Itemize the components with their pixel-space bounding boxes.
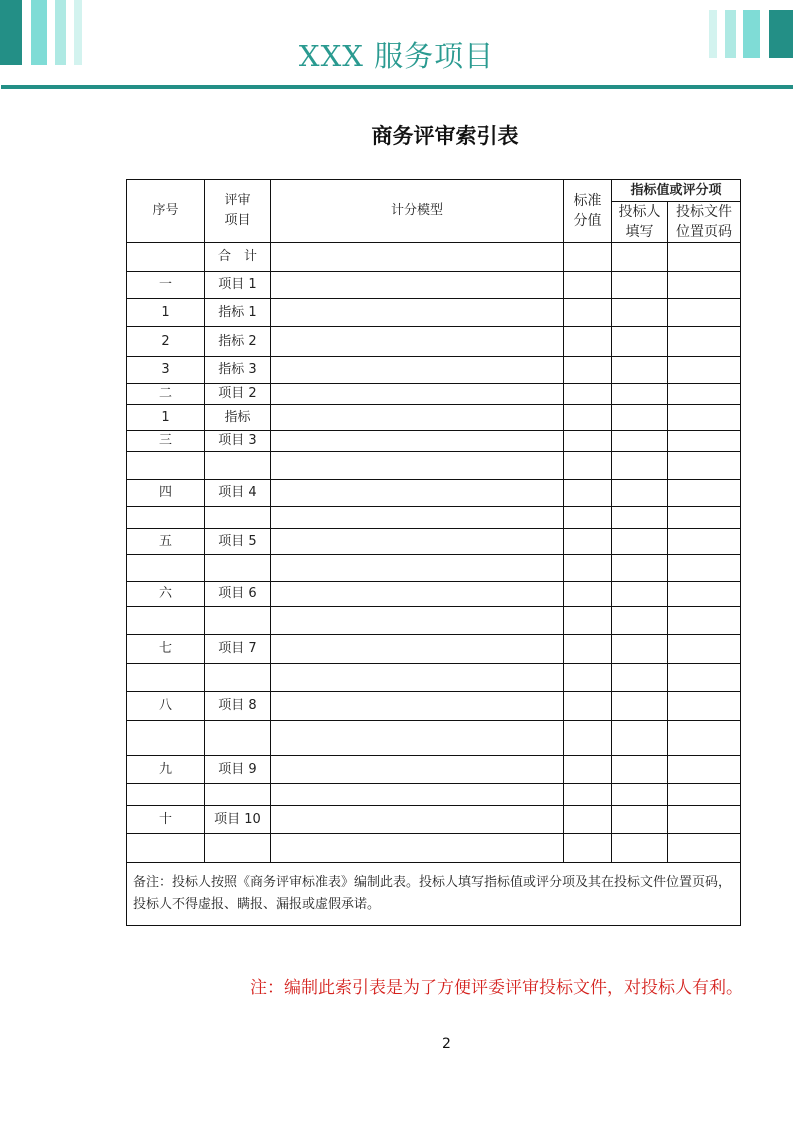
std-cell [564, 806, 612, 834]
table-row [127, 834, 741, 863]
seq-cell: 四 [127, 480, 205, 507]
model-cell [271, 480, 564, 507]
std-cell [564, 721, 612, 756]
table-row [127, 431, 741, 452]
item-cell: 项目 3 [205, 431, 271, 452]
bidder-cell [612, 507, 668, 529]
header-title: XXX 服务项目 [298, 39, 495, 73]
item-cell [205, 721, 271, 756]
std-cell [564, 384, 612, 405]
bidder-cell [612, 756, 668, 784]
table-row [127, 357, 741, 384]
index-table [126, 179, 741, 926]
item-cell [205, 555, 271, 582]
std-cell [564, 452, 612, 480]
table-row [127, 582, 741, 607]
bidder-cell [612, 405, 668, 431]
page-cell [668, 635, 741, 664]
header-model: 计分模型 [271, 180, 564, 243]
item-cell: 指标 [205, 405, 271, 431]
bidder-cell [612, 452, 668, 480]
item-cell [205, 607, 271, 635]
page-cell [668, 834, 741, 863]
page-cell [668, 405, 741, 431]
std-cell [564, 431, 612, 452]
model-cell [271, 784, 564, 806]
model-cell [271, 272, 564, 299]
item-cell: 项目 4 [205, 480, 271, 507]
seq-cell [127, 607, 205, 635]
model-cell [271, 243, 564, 272]
page-cell [668, 272, 741, 299]
table-row [127, 635, 741, 664]
page-cell [668, 357, 741, 384]
bidder-cell [612, 243, 668, 272]
seq-cell [127, 721, 205, 756]
header-bidder [612, 202, 668, 243]
bidder-cell [612, 582, 668, 607]
bidder-cell [612, 529, 668, 555]
table-row [127, 806, 741, 834]
std-cell [564, 529, 612, 555]
page-cell [668, 756, 741, 784]
seq-cell [127, 507, 205, 529]
item-cell: 项目 2 [205, 384, 271, 405]
table-row [127, 784, 741, 806]
footer-note: 注：编制此索引表是为了方便评委评审投标文件，对投标人有利。 [250, 978, 743, 998]
bidder-cell [612, 607, 668, 635]
std-cell [564, 327, 612, 357]
seq-cell: 六 [127, 582, 205, 607]
model-cell [271, 664, 564, 692]
seq-cell: 九 [127, 756, 205, 784]
model-cell [271, 431, 564, 452]
item-cell [205, 784, 271, 806]
seq-cell [127, 452, 205, 480]
bidder-cell [612, 480, 668, 507]
header-rule [1, 85, 793, 89]
seq-cell: 一 [127, 272, 205, 299]
table-row [127, 507, 741, 529]
page-cell [668, 692, 741, 721]
std-cell [564, 243, 612, 272]
table-row [127, 607, 741, 635]
table-row [127, 405, 741, 431]
seq-cell: 1 [127, 299, 205, 327]
page-cell [668, 784, 741, 806]
bidder-cell [612, 272, 668, 299]
page-cell [668, 384, 741, 405]
seq-cell: 3 [127, 357, 205, 384]
header-std [564, 180, 612, 243]
table-note: 备注：投标人按照《商务评审标准表》编制此表。投标人填写指标值或评分项及其在投标文件位置页码，投标人不得虚报、瞒报、漏报或虚假承诺。 [127, 863, 741, 926]
std-cell [564, 784, 612, 806]
seq-cell: 三 [127, 431, 205, 452]
bidder-cell [612, 664, 668, 692]
table-row [127, 452, 741, 480]
page-cell [668, 721, 741, 756]
header-bidder-text: 投标人填写 [618, 204, 661, 240]
page-cell [668, 243, 741, 272]
item-cell: 项目 9 [205, 756, 271, 784]
table-row [127, 327, 741, 357]
table-row [127, 272, 741, 299]
item-cell: 项目 7 [205, 635, 271, 664]
table-row [127, 243, 741, 272]
std-cell [564, 635, 612, 664]
model-cell [271, 692, 564, 721]
bidder-cell [612, 431, 668, 452]
std-cell [564, 664, 612, 692]
table-row [127, 555, 741, 582]
item-cell: 指标 2 [205, 327, 271, 357]
model-cell [271, 756, 564, 784]
std-cell [564, 555, 612, 582]
seq-cell [127, 784, 205, 806]
table-row [127, 299, 741, 327]
page-cell [668, 431, 741, 452]
std-cell [564, 607, 612, 635]
seq-cell: 十 [127, 806, 205, 834]
bidder-cell [612, 834, 668, 863]
item-cell [205, 834, 271, 863]
header-item [205, 180, 271, 243]
std-cell [564, 480, 612, 507]
page-number: 2 [442, 1036, 451, 1052]
page-cell [668, 806, 741, 834]
item-cell: 项目 6 [205, 582, 271, 607]
model-cell [271, 834, 564, 863]
page-cell [668, 299, 741, 327]
bidder-cell [612, 635, 668, 664]
model-cell [271, 452, 564, 480]
model-cell [271, 507, 564, 529]
table-row [127, 721, 741, 756]
bidder-cell [612, 384, 668, 405]
table-row [127, 480, 741, 507]
model-cell [271, 721, 564, 756]
item-cell: 项目 8 [205, 692, 271, 721]
table-row [127, 384, 741, 405]
page-cell [668, 327, 741, 357]
bidder-cell [612, 555, 668, 582]
seq-cell: 八 [127, 692, 205, 721]
table-row [127, 692, 741, 721]
header-group: 指标值或评分项 [612, 180, 741, 202]
model-cell [271, 327, 564, 357]
page-cell [668, 664, 741, 692]
item-cell: 项目 5 [205, 529, 271, 555]
table-row [127, 664, 741, 692]
bidder-cell [612, 299, 668, 327]
page-cell [668, 529, 741, 555]
bidder-cell [612, 784, 668, 806]
seq-cell: 七 [127, 635, 205, 664]
std-cell [564, 756, 612, 784]
std-cell [564, 299, 612, 327]
seq-cell: 二 [127, 384, 205, 405]
page-cell [668, 607, 741, 635]
bidder-cell [612, 806, 668, 834]
page-cell [668, 507, 741, 529]
document-title: 商务评审索引表 [371, 124, 519, 148]
item-cell [205, 664, 271, 692]
bidder-cell [612, 327, 668, 357]
page-cell [668, 452, 741, 480]
model-cell [271, 806, 564, 834]
header-std-text: 标准分值 [573, 193, 602, 229]
model-cell [271, 357, 564, 384]
seq-cell [127, 555, 205, 582]
header-page-text: 投标文件位置页码 [676, 204, 732, 240]
page-cell [668, 582, 741, 607]
model-cell [271, 299, 564, 327]
seq-cell: 2 [127, 327, 205, 357]
header-item-text: 评审项目 [224, 193, 251, 228]
header-seq: 序号 [127, 180, 205, 243]
table-row [127, 756, 741, 784]
page-cell [668, 555, 741, 582]
bidder-cell [612, 721, 668, 756]
item-cell [205, 507, 271, 529]
item-cell: 指标 3 [205, 357, 271, 384]
item-cell: 项目 10 [205, 806, 271, 834]
item-cell: 合 计 [205, 243, 271, 272]
seq-cell [127, 834, 205, 863]
item-cell: 项目 1 [205, 272, 271, 299]
std-cell [564, 692, 612, 721]
model-cell [271, 607, 564, 635]
page-cell [668, 480, 741, 507]
std-cell [564, 357, 612, 384]
seq-cell: 1 [127, 405, 205, 431]
seq-cell [127, 243, 205, 272]
model-cell [271, 529, 564, 555]
std-cell [564, 582, 612, 607]
seq-cell [127, 664, 205, 692]
seq-cell: 五 [127, 529, 205, 555]
model-cell [271, 582, 564, 607]
model-cell [271, 555, 564, 582]
table-row [127, 529, 741, 555]
header-page [668, 202, 741, 243]
model-cell [271, 405, 564, 431]
item-cell [205, 452, 271, 480]
bidder-cell [612, 357, 668, 384]
std-cell [564, 507, 612, 529]
bidder-cell [612, 692, 668, 721]
model-cell [271, 635, 564, 664]
std-cell [564, 405, 612, 431]
item-cell: 指标 1 [205, 299, 271, 327]
std-cell [564, 272, 612, 299]
std-cell [564, 834, 612, 863]
model-cell [271, 384, 564, 405]
